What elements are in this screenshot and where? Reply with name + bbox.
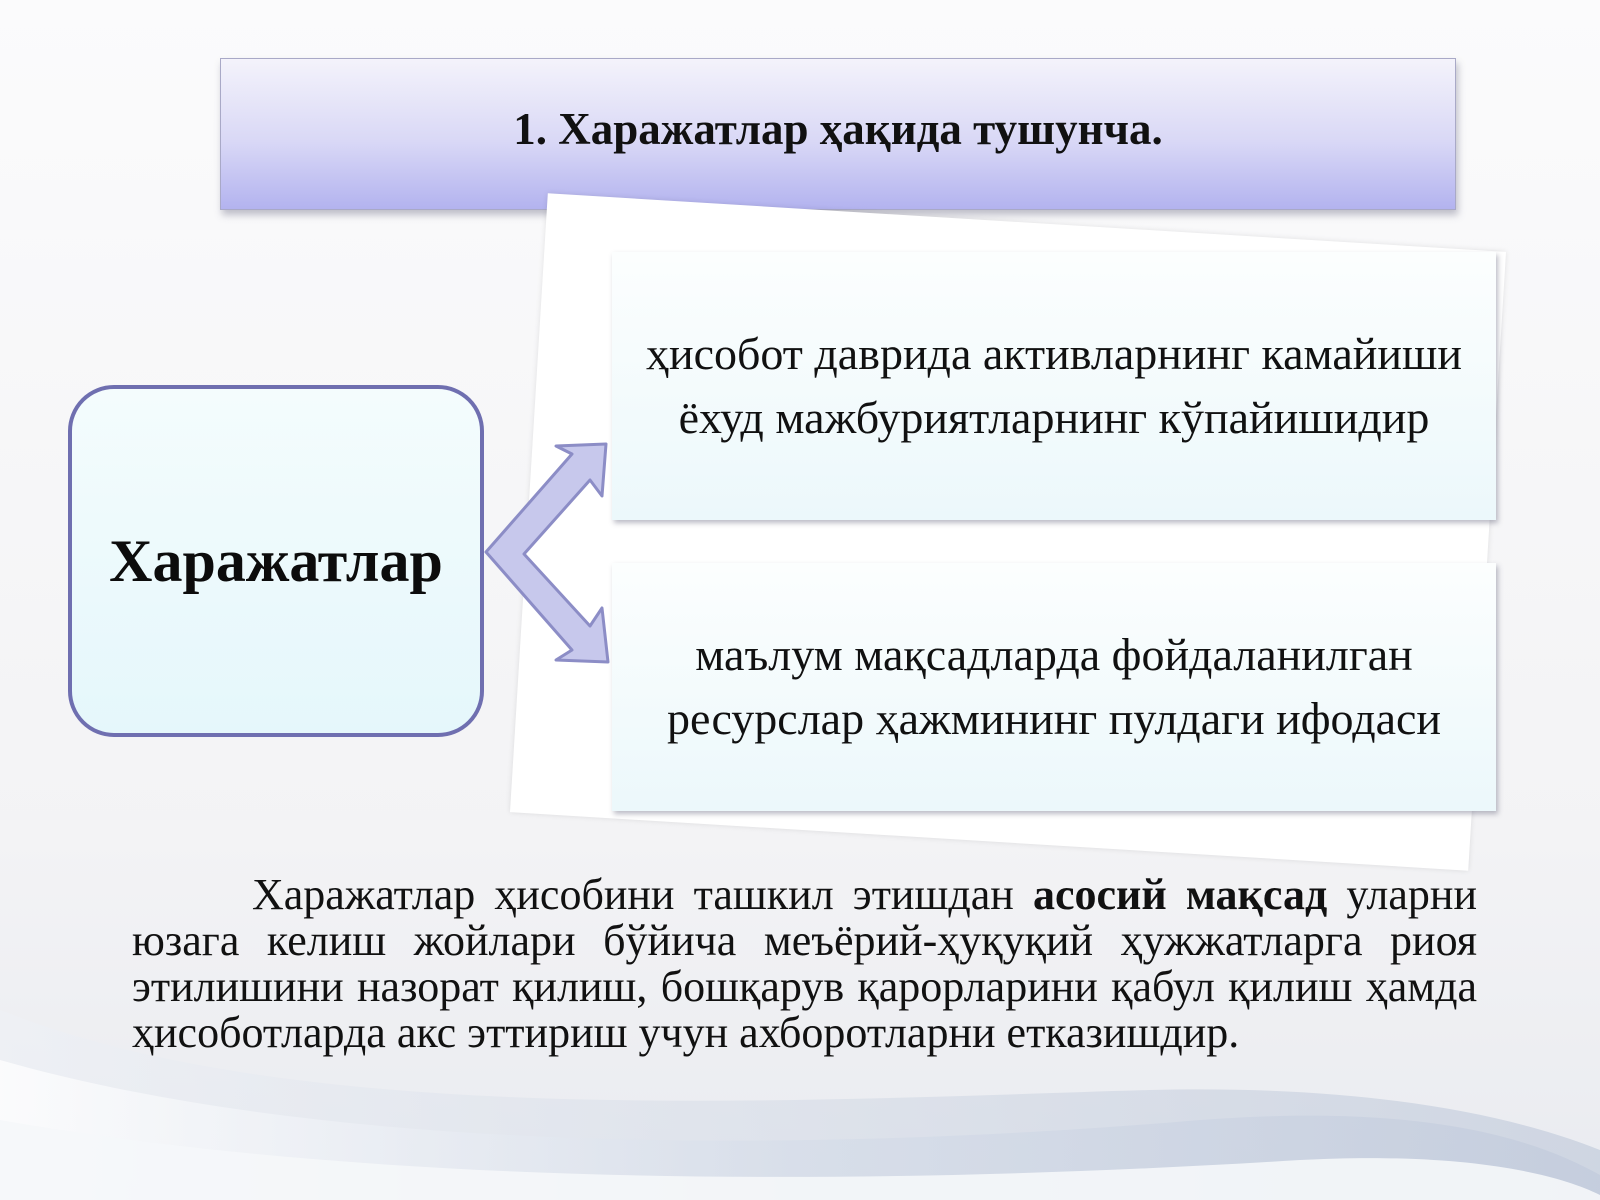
definition-box-1 bbox=[612, 252, 1496, 520]
title-banner bbox=[220, 58, 1456, 210]
definition-text-2: маълум мақсадларда фойдаланилган ресурслар ҳажмининг пулдаги ифодаси bbox=[666, 629, 1442, 744]
main-concept-label: Харажатлар bbox=[109, 527, 443, 594]
slide-title: 1. Харажатлар ҳақида тушунча. bbox=[513, 104, 1163, 154]
main-concept-box bbox=[68, 385, 484, 737]
definition-box-2 bbox=[612, 563, 1496, 811]
paragraph-text-end: уларни юзага келиш жойлари бўйича меъёрий-ҳуқуқий ҳужжатларга риоя этилишини назорат қилиш, бошқарув қарорларини қабул қилиш ҳамда ҳисоботларда акс эттириш учун ахборотларни етказишдир. bbox=[132, 870, 1477, 1057]
main-paragraph bbox=[132, 872, 1477, 1056]
paragraph-emphasis: асосий мақсад bbox=[1032, 870, 1328, 919]
double-branch-arrow-icon bbox=[480, 440, 620, 670]
paragraph-text-start: Харажатлар ҳисобини ташкил этишдан bbox=[252, 870, 1033, 919]
definition-text-1: ҳисобот даврида активларнинг камайиши ёхуд мажбуриятларнинг кўпайишидир bbox=[645, 328, 1463, 443]
